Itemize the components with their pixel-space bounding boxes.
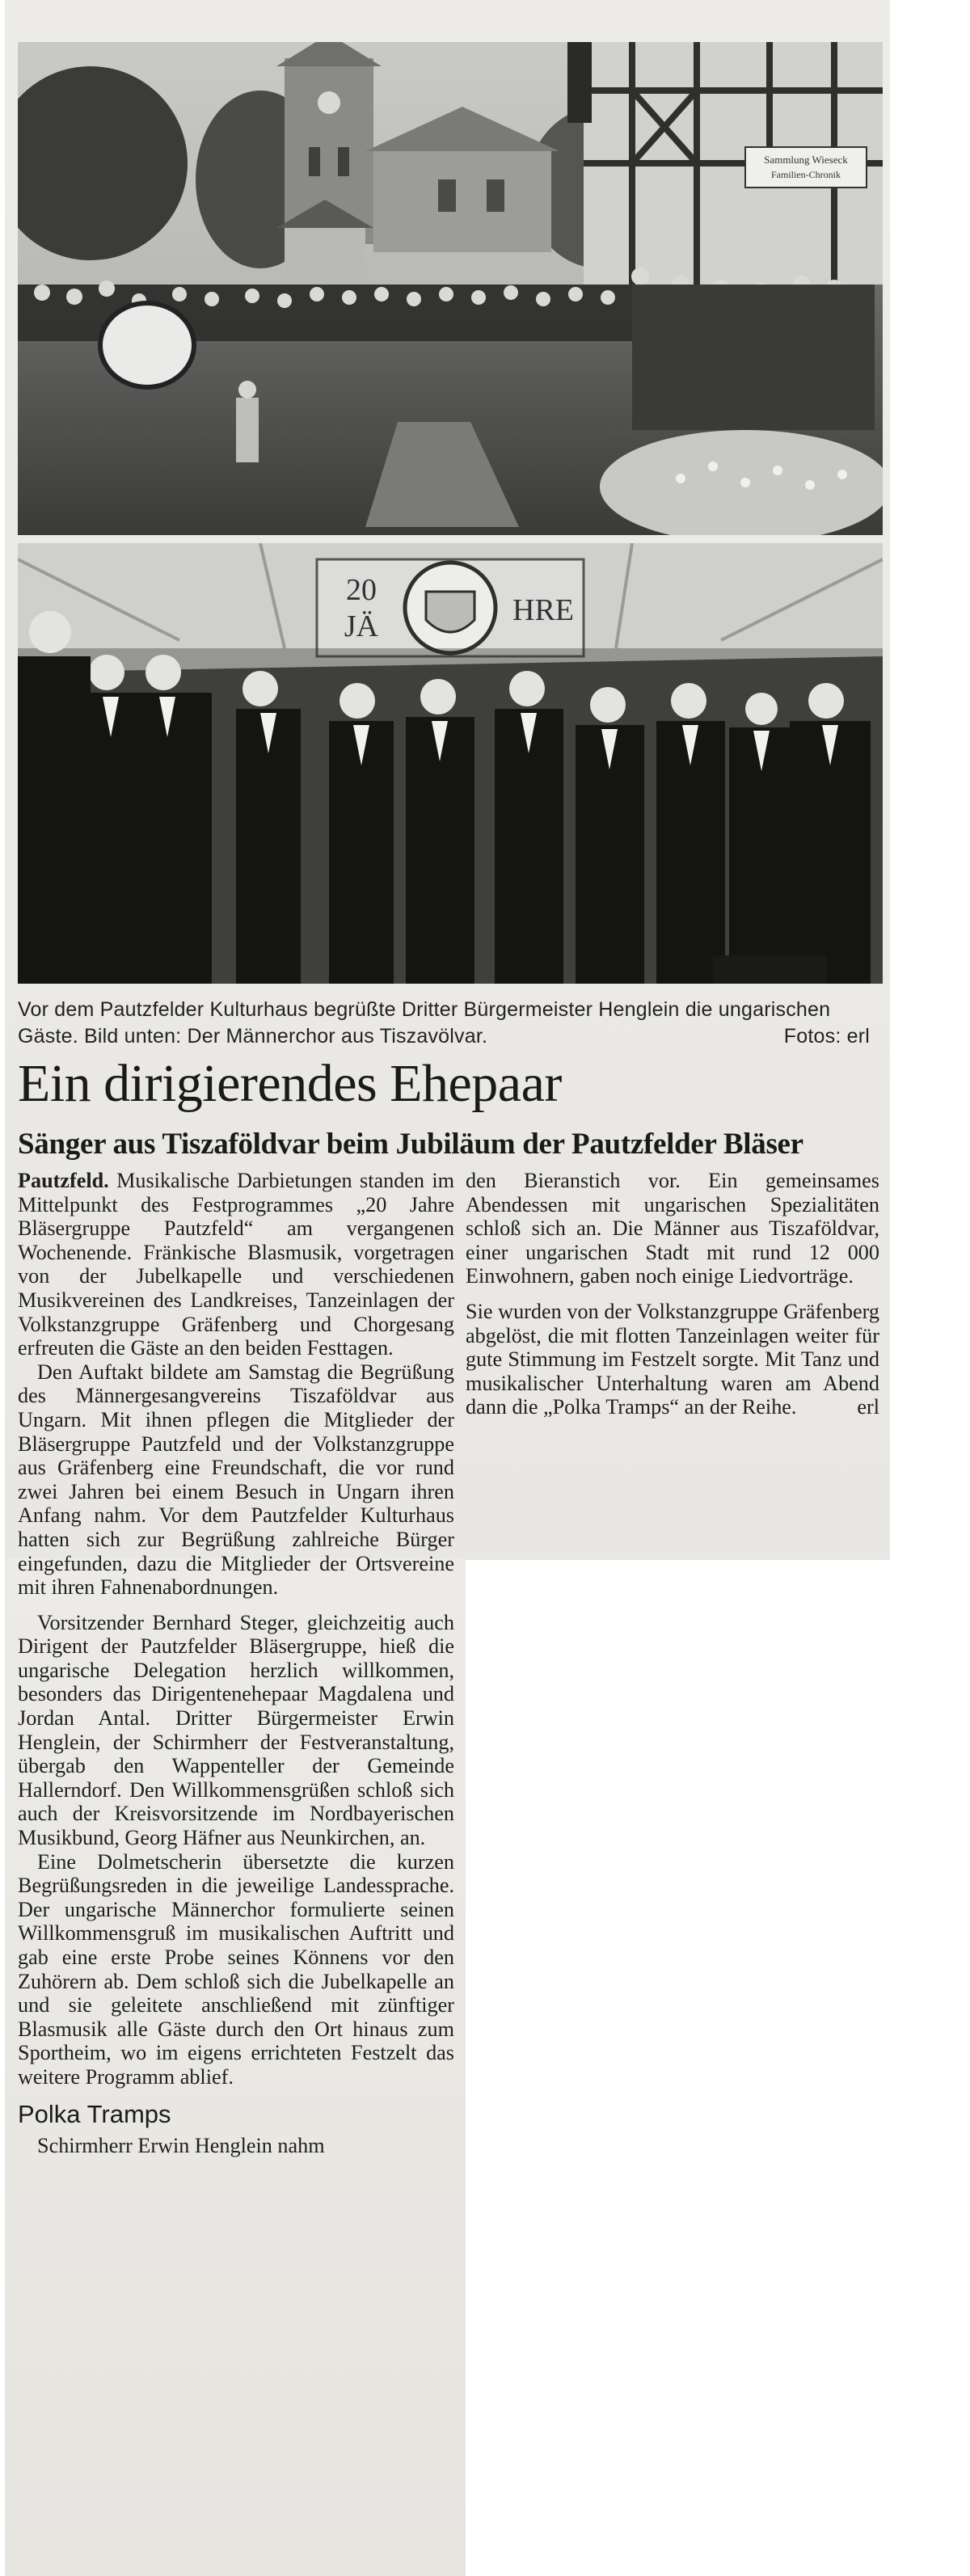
choir-photo	[18, 543, 883, 984]
dateline: Pautzfeld.	[18, 1169, 109, 1192]
village-square-photo	[18, 42, 883, 535]
paragraph-1-text: Musikalische Darbietungen standen im Mittelpunkt des Festprogrammes „20 Jahre Bläsergruppe Pautzfeld“ am vergangenen Wochenende. Fränkische Blasmusik, vorgetragen von der Jubelkapelle und verschiedenen Musikvereinen des Landkreises, Tanzeinlagen der Volkstanzgruppe Gräfenberg und Chorgesang erfreuten die Gäste an den beiden Festtagen.	[18, 1169, 455, 1360]
section-subheading: Polka Tramps	[18, 2099, 171, 2128]
paragraph-1	[18, 1169, 454, 1360]
svg-text:JÄ: JÄ	[344, 609, 379, 643]
svg-text:HRE: HRE	[512, 593, 574, 627]
svg-text:20: 20	[346, 573, 377, 607]
svg-text:Sammlung Wieseck: Sammlung Wieseck	[764, 154, 848, 166]
paragraph-6: den Bieranstich vor. Ein gemeinsames Abendessen mit ungarischen Spezialitäten schloß sich an. Die Männer aus Tiszaföldvar, einer ungarischen Stadt mit rund 12 000 Einwohnern, gaben noch einige Liedvorträge.	[466, 1169, 879, 1288]
paragraph-5: Schirmherr Erwin Henglein nahm	[37, 2133, 325, 2157]
paragraph-4: Eine Dolmetscherin übersetzte die kurzen Begrüßungsreden in die jeweilige Landessprache. Der ungarische Männerchor formulierte seinen Willkommensgruß im musikalischen Auftritt und gab eine erste Probe seines Könnens vor den Zuhörern ab. Dem schloß sich die Jubelkapelle an und sie geleitete anschließend mit zünftiger Blasmusik alle Gäste durch den Ort hinaus zum Sportheim, wo im eigens errichteten Festzelt das weitere Programm ablief.	[18, 1849, 454, 2089]
photo-caption	[18, 997, 883, 1050]
paragraph-7: Sie wurden von der Volkstanzgruppe Gräfenberg abgelöst, die mit flotten Tanzeinlagen weiter für gute Stimmung im Festzelt sorgte. Mit Tanz und musikalischer Unterhaltung waren am Abend dann die „Polka Tramps“ an der Reihe.	[466, 1299, 879, 1419]
author-signature: erl	[857, 1395, 879, 1419]
paragraph-3: Vorsitzender Bernhard Steger, gleichzeitig auch Dirigent der Pautzfelder Bläsergruppe, hieß die ungarische Delegation herzlich willkommen, besonders das Dirigentenehepaar Magdalena und Jordan Antal. Dritter Bürgermeister Erwin Henglein, der Schirmherr der Festveranstaltung, übergab den Wappenteller der Gemeinde Hallerndorf. Den Willkommensgrüßen schloß sich auch der Kreisvorsitzende im Nordbayerischen Musikbund, Georg Häfner aus Neunkirchen, an.	[18, 1610, 454, 1850]
svg-text:Familien-Chronik: Familien-Chronik	[771, 169, 841, 180]
article-subheadline: Sänger aus Tiszaföldvar beim Jubiläum der Pautzfelder Bläser	[18, 1128, 803, 1161]
paragraph-2: Den Auftakt bildete am Samstag die Begrüßung des Männergesangvereins Tiszaföldvar aus Ungarn. Mit ihnen pflegen die Mitglieder der Bläsergruppe Pautzfeld und der Volkstanzgruppe aus Gräfenberg eine Freundschaft, die vor rund zwei Jahren bei einem Besuch in Ungarn ihren Anfang nahm. Vor dem Pautzfelder Kulturhaus hatten sich zur Begrüßung zahlreiche Bürger eingefunden, dazu die Mitglieder der Ortsvereine mit ihren Fahnenabordnungen.	[18, 1360, 454, 1600]
article-column-2	[466, 1169, 879, 1419]
article-column-1	[18, 1169, 454, 2162]
article-headline: Ein dirigierendes Ehepaar	[18, 1054, 562, 1113]
photo-credit: Fotos: erl	[783, 1025, 870, 1048]
caption-text: Vor dem Pautzfelder Kulturhaus begrüßte Dritter Bürgermeister Henglein die ungarischen Gäste. Bild unten: Der Männerchor aus Tiszavölvar.	[18, 998, 831, 1048]
